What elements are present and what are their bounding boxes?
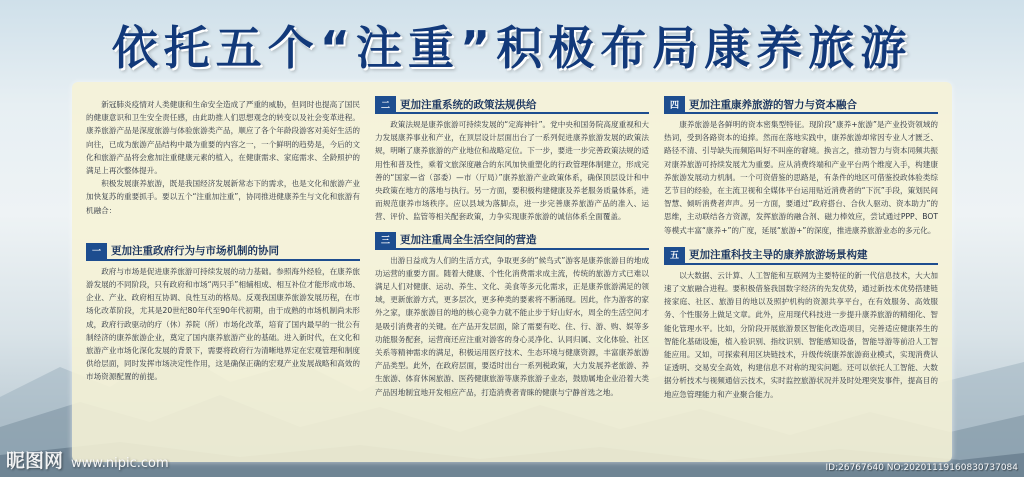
intro-paragraph-1: 新冠肺炎疫情对人类健康和生命安全造成了严重的威胁，但同时也提高了国民的健康意识和卫生安全责任感，由此助推人们思想观念的转变以及社会变革进程。康养旅游产品是深度旅游与体验旅游类产品，顺应了各个年龄段游客对美好生活的向往，已成为旅游产品结构中最为重要的内容之一，一个鲜明的趋势是，今后的文化和旅游产品将会愈加注重健康元素的植入，在健康需求、家庭需求、全龄照护的满足上再次整体提升。 <box>86 100 360 176</box>
watermark-id: ID:26767640 NO:20201119160830737084 <box>825 463 1018 473</box>
content-panel <box>72 82 952 462</box>
section-5-heading <box>664 247 938 265</box>
watermark-url: www.nipic.com <box>71 456 169 471</box>
section-3-number: 三 <box>375 232 396 248</box>
column-1 <box>86 98 360 384</box>
section-2-title: 更加注重系统的政策法规供给 <box>400 98 537 111</box>
section-4-number: 四 <box>664 96 685 112</box>
column-2 <box>375 96 649 399</box>
section-3-title: 更加注重周全生活空间的营造 <box>400 234 537 247</box>
section-1-title: 更加注重政府行为与市场机制的协同 <box>111 245 279 258</box>
watermark-logo <box>6 446 169 473</box>
section-4-heading <box>664 96 938 114</box>
section-1-number: 一 <box>86 243 107 259</box>
section-4-title: 更加注重康养旅游的智力与资本融合 <box>689 98 857 111</box>
section-3-heading <box>375 232 649 250</box>
section-3-body: 出游日益成为人们的生活方式，争取更多的“候鸟式”游客是康养旅游目的地成功运营的重要方面。随着大健康、个性化消费需求成主流，传统的旅游方式已难以满足人们对健康、运动、养生、文化、美食等多元化需求，正是康养旅游满足的领域，更新旅游方式，更多层次，更多种类的要素将不断涌现。因此，作为游客的家外之家，康养旅游目的地的核心竞争力就不能止步于好山好水，周全的生活空间才是吸引消费者的关键。在产品开发层面，除了需要有吃、住、行、游、购、娱等多功能服务配套，运营商还应注重对游客的身心灵净化、认同归属、文化体验、社区关系等精神需求的满足，积极运用医疗技术、生态环境与健康资源，丰富康养旅游产品类型。此外，在政府层面，要适时出台一系列税政策，大力发展养老旅游、养生旅游、体育休闲旅游、医药健康旅游等康养旅游子业态，鼓励属地企业沿着大类产品因地制宜地开发相应产品，打造消费者青睐的健康与宁静首选之地。 <box>375 255 649 397</box>
section-1-body: 政府与市场是促进康养旅游可持续发展的动力基础。参照海外经验，在康养旅游发展的不同阶段，只有政府和市场“两只手”相辅相成、相互补位才能形成市场、企业、产业、政府相互协调、良性互动的格局。反观我国康养旅游发展历程，在市场化改革阶段，尤其是20世纪80年代至90年代初期，由于成熟的市场机制尚未形成，政府行政驱动的疗（休）养院（所）市场化改革，培育了国内最早的一批公有制经济的康养旅游企业，奠定了国内康养旅游产业的基础。进入新时代，在文化和旅游产业市场化深化发展的背景下，需要将政府行为清晰地界定在宏观管理和制度供给层面，同时发挥市场决定性作用，这是确保正确的宏观产业发展战略和高效的市场资源配置的前提。 <box>86 266 360 382</box>
column-3 <box>664 96 938 401</box>
section-4-body: 康养旅游是各鲜明的资本密集型特征。现阶段“康养+旅游”是产业投资领域的热词，受到各路资本的追捧。然而在落地实践中，康养旅游却常因专业人才匮乏、路径不清、引导缺失而频陷叫好不叫座的窘境。换言之，推动智力与资本同频共振对康养旅游可持续发展尤为重要。应从消费终端和产业平台两个维度入手，构建康养旅游发展动力机制。一个可资借鉴的思路是，有条件的地区可借鉴投政体验类综艺节目的经验，在主流卫视和全媒体平台运用贴近消费者的“下沉”手段，策划民间智慧、倾听消费者声声。另一方面，要通过“政府搭台、合伙人驱动、资本助力”的思维，主动联结各方资源，发挥旅游的融合剂、磁力棒效应，尝试通过PPP、BOT等模式丰富“康养+”的广度，延展“旅游+”的深度，推进康养旅游业态的多元化。 <box>664 120 938 235</box>
intro-paragraph-2: 积极发展康养旅游，既是我国经济发展新常态下的需求，也是文化和旅游产业加快复苏的重要抓手。要以五个“注重加注重”，协同推进健康养生与文化和旅游有机融合： <box>86 179 360 215</box>
watermark-logo-text: 昵图网 <box>6 450 64 472</box>
page-title: 依托五个“注重”积极布局康养旅游 <box>111 21 913 75</box>
section-5-body: 以大数据、云计算、人工智能和互联网为主要特征的新一代信息技术，大大加速了文旅融合进程。要积极借鉴我国数字经济的先发优势，通过新技术优势搭建链接家庭、社区、旅游目的地以及照护机构的资源共享平台，在有效服务、高效服务、个性服务上做足文章。此外，应用现代科技进一步提升康养旅游的精细化、智能化管理水平。比如，分阶段开展旅游景区智能化改造项目，完善适应健康养生的智能化基础设施，植入验识别、指纹识别、智能感知设备，智能导游等前沿人工智能应用。又如，可探索利用区块链技术，升级传统康养旅游商业模式，实现消费认证透明、交易安全高效，构建信息不对称的现实问题。还可以依托人工智能、大数据分析技术与视频通信云技术，实时监控旅游状况并及时处理突发事件，提高目的地应急管理能力和产业聚合能力。 <box>664 270 938 399</box>
section-2-number: 二 <box>375 96 396 112</box>
section-2-heading <box>375 96 649 114</box>
section-5-title: 更加注重科技主导的康养旅游场景构建 <box>689 249 868 262</box>
section-1-heading <box>86 243 360 261</box>
section-2-body: 政策法规是康养旅游可持续发展的“定海神针”。党中央和国务院高度重视和大力发展康养事业和产业，在顶层设计层面出台了一系列促进康养旅游发展的政策法规，明晰了康养旅游的产业地位和战略定位。下一步，要进一步完善政策法规的适用性和普及性，乘着文旅深度融合的东风加快重塑化的行政管理体制建立，形成完善的“国家—省（部委）—市（厅局）”康养旅游产业政策体系，确保顶层设计和中央政策在地方的落地与执行。另一方面，要积极构建健康及养老服务质量体系，进而规范康养市场秩序。应以县域为落脚点，进一步完善康养旅游产品的准入、运营、评价、监管等相关配套政策，力争实现康养旅游的诚信体系全面覆盖。 <box>375 120 649 222</box>
section-5-number: 五 <box>664 247 685 263</box>
